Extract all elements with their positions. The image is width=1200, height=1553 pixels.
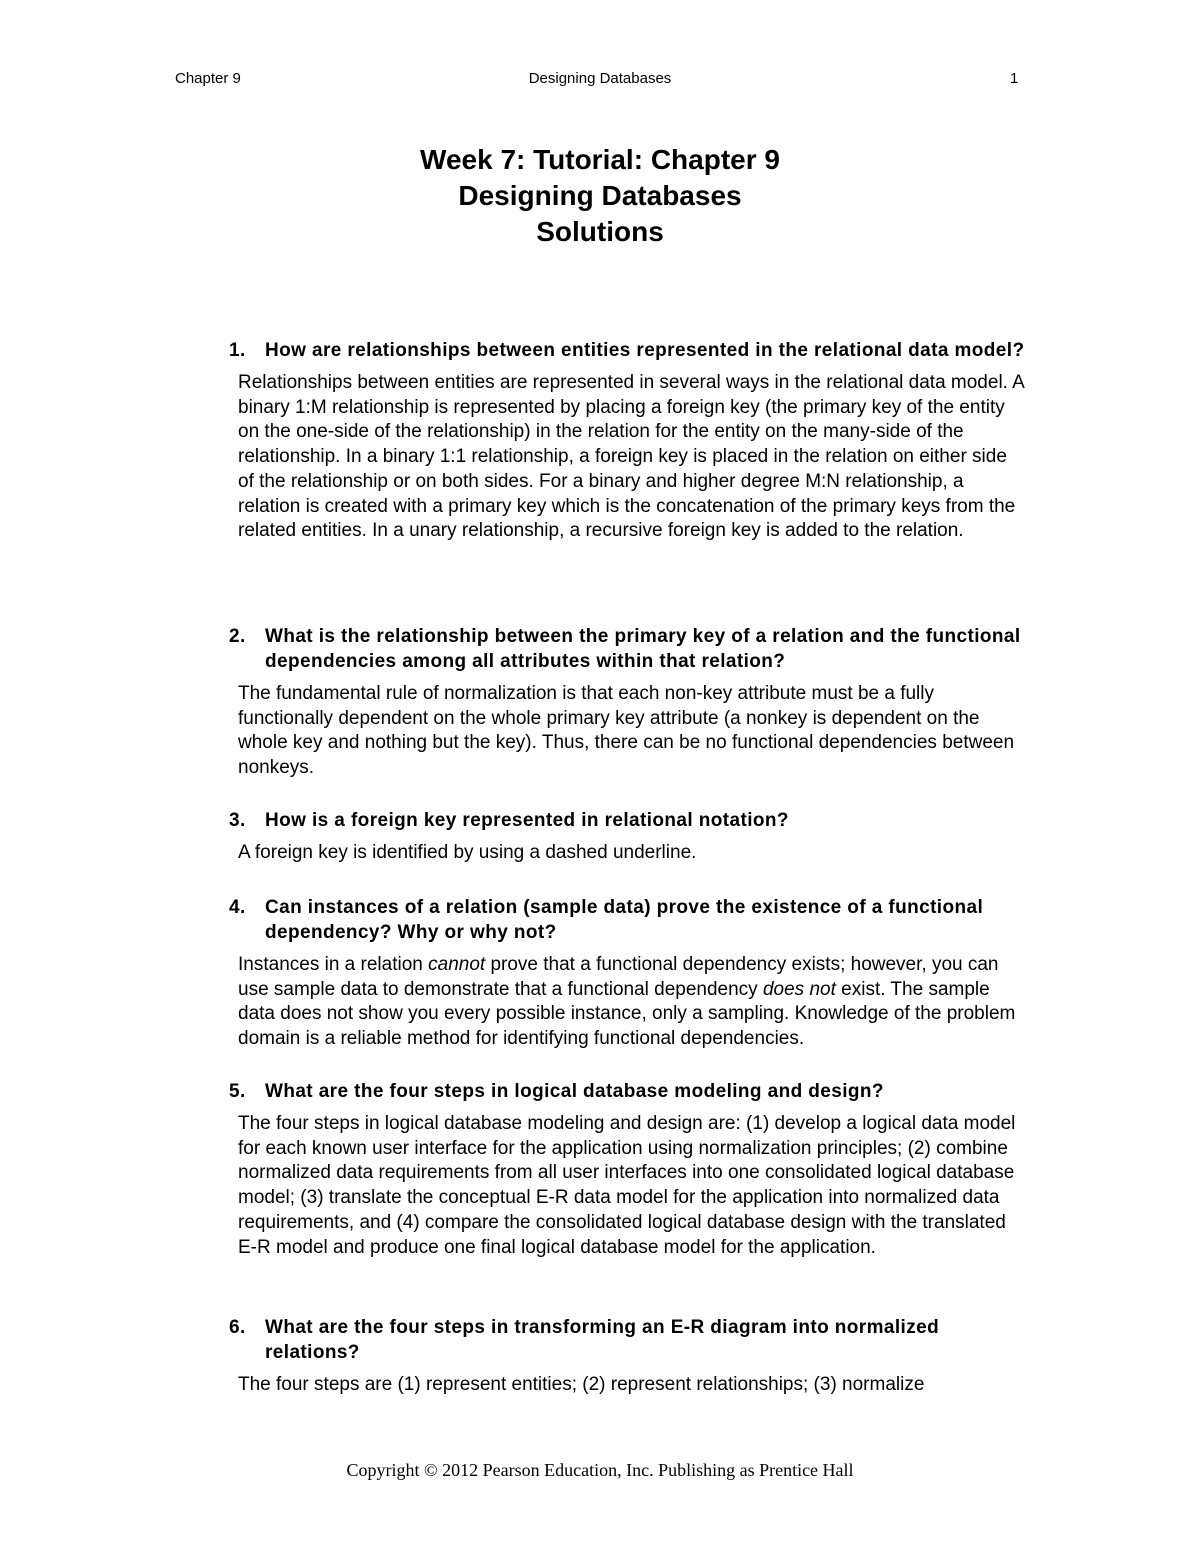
answer-text: Instances in a relation cannot prove that a functional dependency exists; however, you can use sample data to demonstrate that a functional dependency does not exist. The sample data does not show you every possible instance, only a sampling. Knowledge of the problem domain is a reliable method for identifying functional dependencies. bbox=[238, 954, 1016, 1050]
question-number: 2. bbox=[229, 626, 246, 647]
header-chapter: Chapter 9 bbox=[175, 70, 241, 87]
title-line-3: Solutions bbox=[536, 216, 664, 247]
question-number: 4. bbox=[229, 897, 246, 918]
answer-text: The fundamental rule of normalization is that each non-key attribute must be a fully functionally dependent on the whole primary key attribute (a nonkey is dependent on the whole key and nothing but the key). Thus, there can be no functional dependencies between nonkeys. bbox=[238, 683, 1015, 779]
question-text: How is a foreign key represented in relational notation? bbox=[265, 810, 789, 831]
copyright-footer: Copyright © 2012 Pearson Education, Inc. Publishing as Prentice Hall bbox=[346, 1460, 854, 1480]
title-line-1: Week 7: Tutorial: Chapter 9 bbox=[420, 144, 780, 175]
question-block-6 bbox=[229, 1315, 1029, 1398]
emphasis-cannot: cannot bbox=[428, 954, 486, 975]
question-text: Can instances of a relation (sample data) prove the existence of a functional dependency? Why or why not? bbox=[265, 897, 984, 943]
question-text: How are relationships between entities represented in the relational data model? bbox=[265, 340, 1025, 361]
page-number: 1 bbox=[1010, 70, 1019, 87]
answer-text: The four steps in logical database modeling and design are: (1) develop a logical data model for each known user interface for the application using normalization principles; (2) combine normalized data requirements from all user interfaces into one consolidated logical database model; (3) translate the conceptual E-R data model for the application into normalized data requirements, and (4) compare the consolidated logical database design with the translated E-R model and produce one final logical database model for the application. bbox=[238, 1113, 1016, 1258]
question-number: 1. bbox=[229, 340, 246, 361]
header-title: Designing Databases bbox=[528, 70, 672, 87]
question-block-4 bbox=[229, 895, 1029, 1052]
question-text: What are the four steps in logical database modeling and design? bbox=[265, 1081, 884, 1102]
question-block-1 bbox=[229, 338, 1029, 544]
document-title bbox=[0, 142, 1200, 250]
question-text: What is the relationship between the primary key of a relation and the functional dependencies among all attributes within that relation? bbox=[265, 626, 1021, 672]
question-number: 5. bbox=[229, 1081, 246, 1102]
answer-text: The four steps are (1) represent entities; (2) represent relationships; (3) normalize bbox=[238, 1374, 925, 1395]
answer-text: A foreign key is identified by using a dashed underline. bbox=[238, 842, 697, 863]
question-block-3 bbox=[229, 808, 1029, 866]
emphasis-does-not: does not bbox=[762, 978, 836, 1000]
question-block-2 bbox=[229, 624, 1029, 781]
question-number: 3. bbox=[229, 810, 246, 831]
answer-text: Relationships between entities are represented in several ways in the relational data model. A binary 1:M relationship is represented by placing a foreign key (the primary key of the entity on the one-side of the relationship) in the relation for the entity on the many-side of the relationship. In a binary 1:1 relationship, a foreign key is placed in the relation on either side of the relationship or on both sides. For a binary and higher degree M:N relationship, a relation is created with a primary key which is the concatenation of the primary keys from the related entities. In a unary relationship, a recursive foreign key is added to the relation. bbox=[238, 372, 1024, 542]
question-text: What are the four steps in transforming an E-R diagram into normalized relations? bbox=[265, 1317, 940, 1363]
question-block-5 bbox=[229, 1079, 1029, 1260]
title-line-2: Designing Databases bbox=[458, 180, 742, 211]
question-number: 6. bbox=[229, 1317, 246, 1338]
